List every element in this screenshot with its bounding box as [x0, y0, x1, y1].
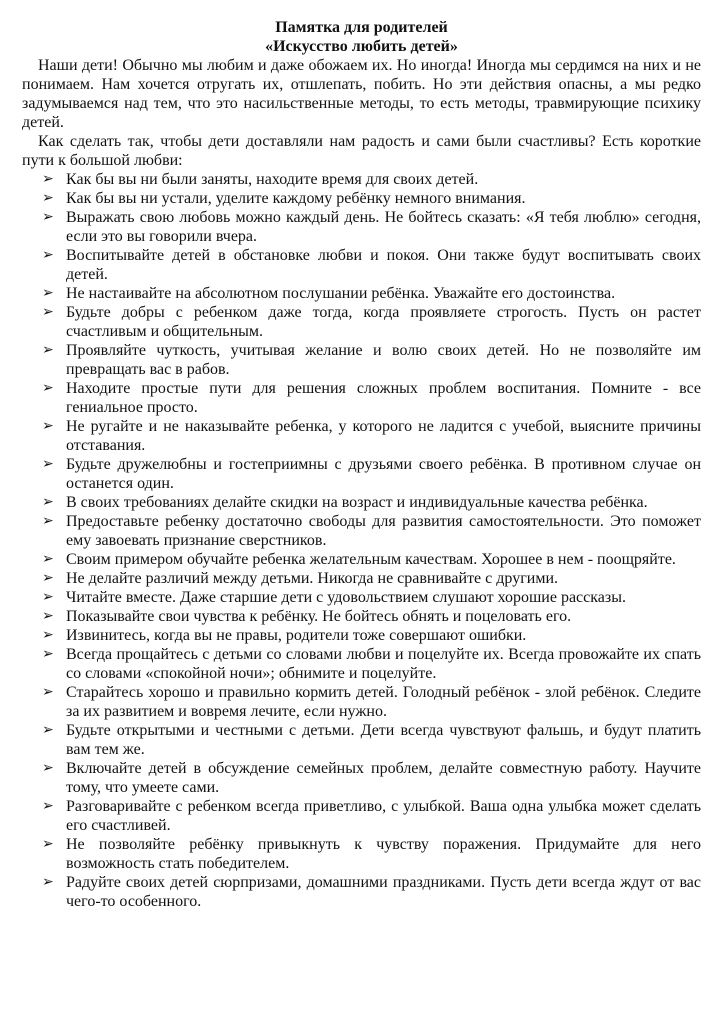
tip-text: Всегда прощайтесь с детьми со словами любви и поцелуйте их. Всегда провожайте их спать со словами «спокойной ночи»; обнимите и поцелуйте.: [66, 646, 701, 682]
tip-item: [22, 379, 701, 417]
arrowhead-bullet-icon: ➢: [42, 608, 54, 624]
tip-text: Как бы вы ни устали, уделите каждому ребёнку немного внимания.: [66, 190, 526, 207]
tip-text: Своим примером обучайте ребенка желательным качествам. Хорошее в нем - поощряйте.: [66, 551, 676, 568]
arrowhead-bullet-icon: ➢: [42, 304, 54, 320]
tip-item: [22, 284, 701, 303]
memo-document: [22, 18, 701, 911]
arrowhead-bullet-icon: ➢: [42, 456, 54, 472]
tip-item: [22, 626, 701, 645]
tip-item: [22, 512, 701, 550]
intro-paragraph: Наши дети! Обычно мы любим и даже обожаем их. Но иногда! Иногда мы сердимся на них и не понимаем. Нам хочется отругать их, отшлепать, побить. Но эти действия опасны, а мы редко задумываемся над тем, что это насильственные методы, то есть методы, травмирующие психику детей.: [22, 57, 701, 131]
arrowhead-bullet-icon: ➢: [42, 551, 54, 567]
arrowhead-bullet-icon: ➢: [42, 836, 54, 852]
tip-text: Извинитесь, когда вы не правы, родители тоже совершают ошибки.: [66, 627, 527, 644]
arrowhead-bullet-icon: ➢: [42, 760, 54, 776]
tip-item: [22, 569, 701, 588]
tip-item: [22, 246, 701, 284]
tip-text: Не ругайте и не наказывайте ребенка, у которого не ладится с учебой, выясните причины отставания.: [66, 418, 701, 454]
arrowhead-bullet-icon: ➢: [42, 247, 54, 263]
tip-item: [22, 170, 701, 189]
tip-item: [22, 303, 701, 341]
tip-item: [22, 588, 701, 607]
arrowhead-bullet-icon: ➢: [42, 627, 54, 643]
tip-item: [22, 341, 701, 379]
tip-item: [22, 189, 701, 208]
tip-text: Будьте открытыми и честными с детьми. Дети всегда чувствуют фальшь, и будут платить вам тем же.: [66, 722, 701, 758]
arrowhead-bullet-icon: ➢: [42, 646, 54, 662]
tip-text: Разговаривайте с ребенком всегда приветливо, с улыбкой. Ваша одна улыбка может сделать его счастливей.: [66, 798, 701, 834]
tip-item: [22, 759, 701, 797]
tip-text: Находите простые пути для решения сложных проблем воспитания. Помните - все гениальное просто.: [66, 380, 701, 416]
tip-text: Не настаивайте на абсолютном послушании ребёнка. Уважайте его достоинства.: [66, 285, 616, 302]
arrowhead-bullet-icon: ➢: [42, 418, 54, 434]
tip-text: Включайте детей в обсуждение семейных проблем, делайте совместную работу. Научите тому, что умеете сами.: [66, 760, 701, 796]
tip-item: [22, 493, 701, 512]
arrowhead-bullet-icon: ➢: [42, 190, 54, 206]
tip-text: Будьте добры с ребенком даже тогда, когда проявляете строгость. Пусть он растет счастливым и общительным.: [66, 304, 701, 340]
tip-item: [22, 873, 701, 911]
tip-text: Старайтесь хорошо и правильно кормить детей. Голодный ребёнок - злой ребёнок. Следите за их развитием и вовремя лечите, если нужно.: [66, 684, 701, 720]
arrowhead-bullet-icon: ➢: [42, 513, 54, 529]
arrowhead-bullet-icon: ➢: [42, 209, 54, 225]
arrowhead-bullet-icon: ➢: [42, 874, 54, 890]
question-paragraph: Как сделать так, чтобы дети доставляли нам радость и сами были счастливы? Есть короткие пути к большой любви:: [22, 133, 701, 169]
tip-item: [22, 797, 701, 835]
tip-item: [22, 683, 701, 721]
tip-text: Показывайте свои чувства к ребёнку. Не бойтесь обнять и поцеловать его.: [66, 608, 572, 625]
tip-text: Воспитывайте детей в обстановке любви и покоя. Они также будут воспитывать своих детей.: [66, 247, 701, 283]
arrowhead-bullet-icon: ➢: [42, 494, 54, 510]
tip-text: В своих требованиях делайте скидки на возраст и индивидуальные качества ребёнка.: [66, 494, 648, 511]
tip-item: [22, 645, 701, 683]
tip-item: [22, 417, 701, 455]
arrowhead-bullet-icon: ➢: [42, 722, 54, 738]
arrowhead-bullet-icon: ➢: [42, 342, 54, 358]
document-title-line-2: «Искусство любить детей»: [265, 38, 458, 55]
tips-list: [22, 170, 701, 911]
arrowhead-bullet-icon: ➢: [42, 684, 54, 700]
tip-text: Как бы вы ни были заняты, находите время для своих детей.: [66, 171, 479, 188]
tip-text: Выражать свою любовь можно каждый день. Не бойтесь сказать: «Я тебя люблю» сегодня, если это вы говорили вчера.: [66, 209, 701, 245]
arrowhead-bullet-icon: ➢: [42, 171, 54, 187]
arrowhead-bullet-icon: ➢: [42, 570, 54, 586]
arrowhead-bullet-icon: ➢: [42, 380, 54, 396]
tip-item: [22, 208, 701, 246]
tip-text: Радуйте своих детей сюрпризами, домашними праздниками. Пусть дети всегда ждут от вас чего-то особенного.: [66, 874, 701, 910]
tip-text: Будьте дружелюбны и гостеприимны с друзьями своего ребёнка. В противном случае он останется один.: [66, 456, 701, 492]
tip-item: [22, 721, 701, 759]
arrowhead-bullet-icon: ➢: [42, 285, 54, 301]
tip-text: Проявляйте чуткость, учитывая желание и волю своих детей. Но не позволяйте им превращать вас в рабов.: [66, 342, 701, 378]
tip-item: [22, 835, 701, 873]
tip-text: Предоставьте ребенку достаточно свободы для развития самостоятельности. Это поможет ему завоевать признание сверстников.: [66, 513, 701, 549]
tip-item: [22, 455, 701, 493]
document-title-line-1: Памятка для родителей: [275, 19, 448, 36]
arrowhead-bullet-icon: ➢: [42, 589, 54, 605]
tip-text: Не делайте различий между детьми. Никогда не сравнивайте с другими.: [66, 570, 558, 587]
tip-item: [22, 607, 701, 626]
arrowhead-bullet-icon: ➢: [42, 798, 54, 814]
tip-text: Не позволяйте ребёнку привыкнуть к чувству поражения. Придумайте для него возможность стать победителем.: [66, 836, 701, 872]
tip-item: [22, 550, 701, 569]
tip-text: Читайте вместе. Даже старшие дети с удовольствием слушают хорошие рассказы.: [66, 589, 626, 606]
